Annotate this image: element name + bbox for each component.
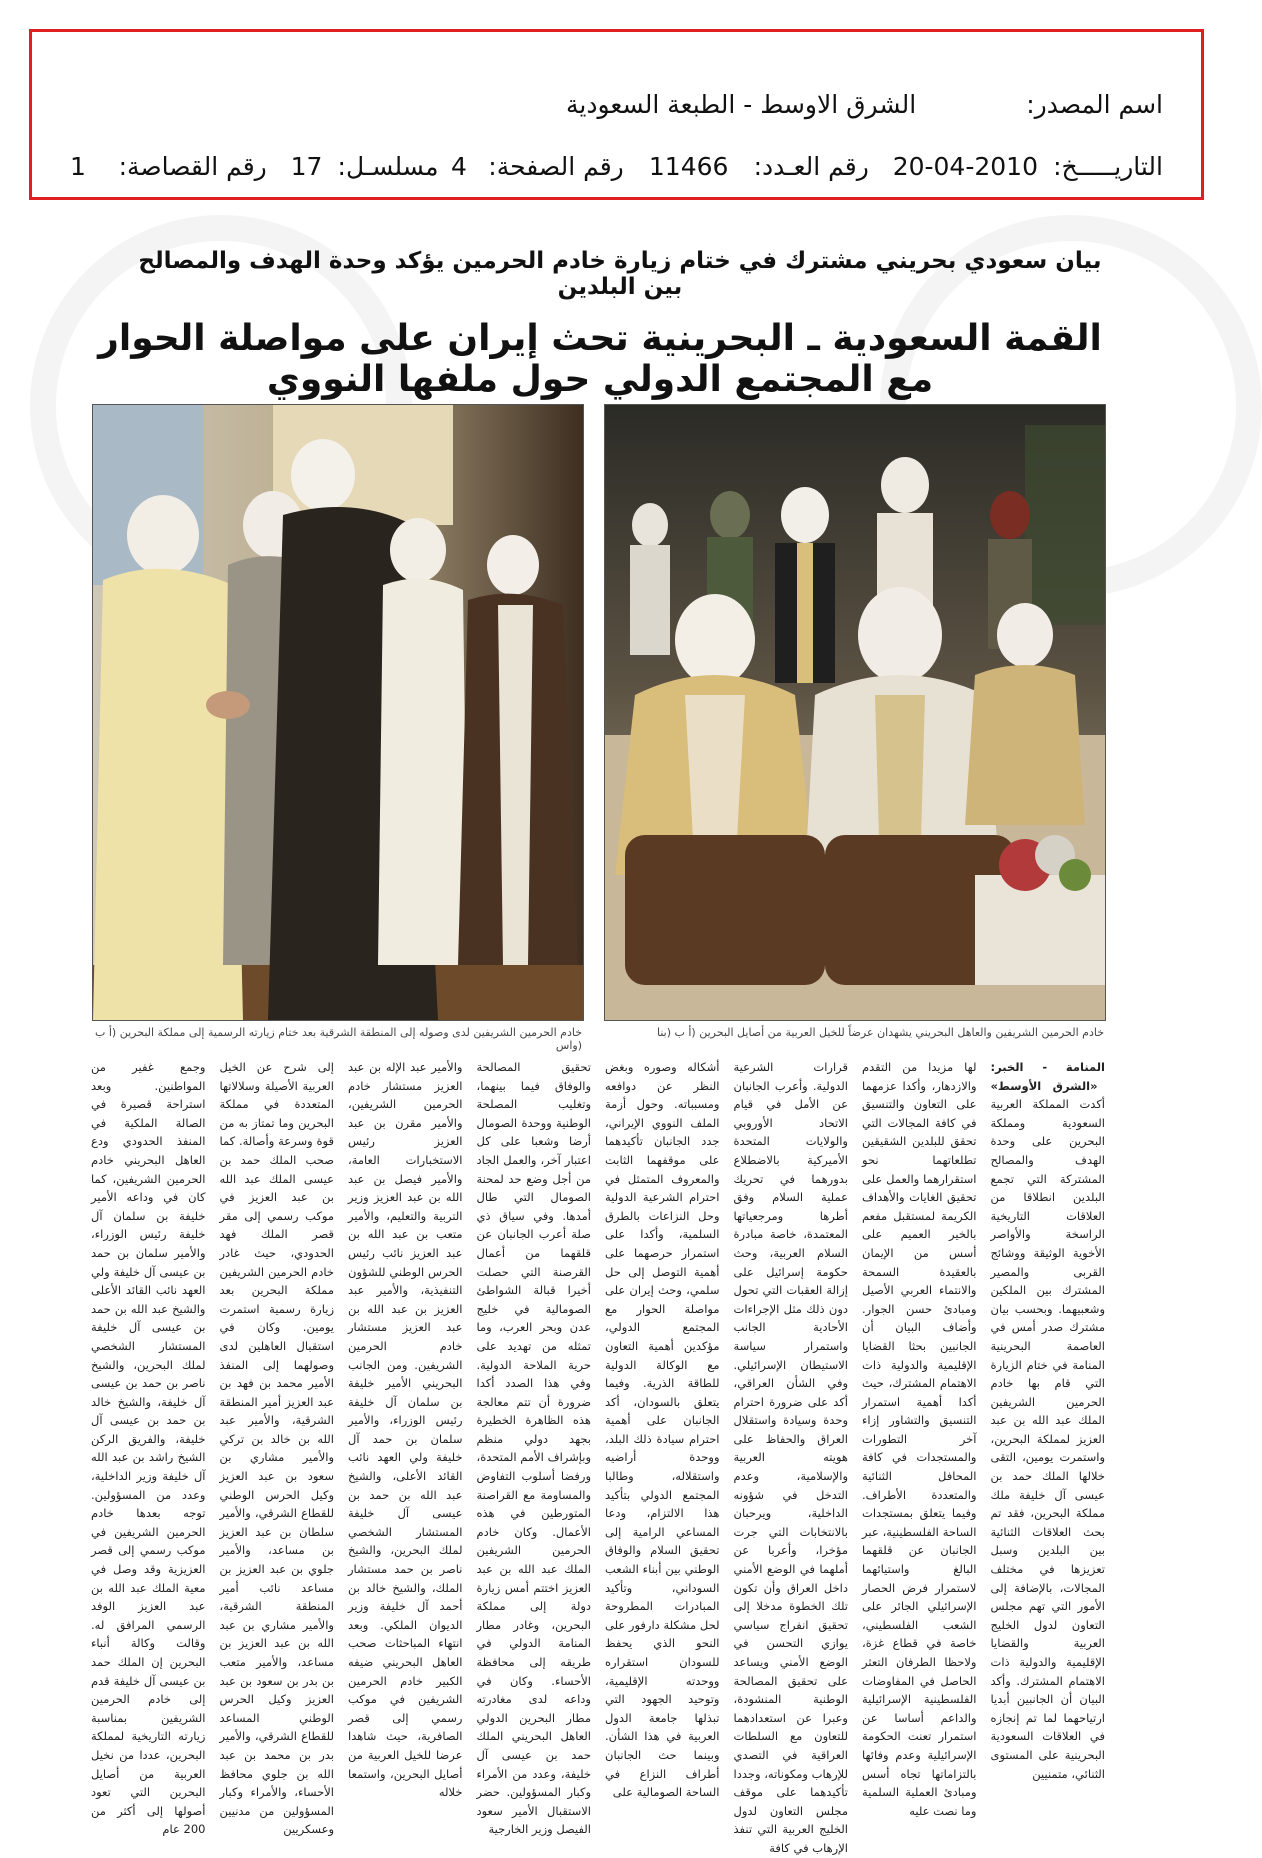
issue-value: 11466 — [648, 151, 729, 181]
article-column-5 — [476, 1058, 592, 1837]
serial-label: مسلسـل: — [337, 151, 439, 181]
article-column-text: قرارات الشرعية الدولية. وأعرب الجانبان عن الأمل في قيام الاتحاد الأوروبي والولايات المتحدة الأميركية بالاضطلاع بدورهما في تحريك عملية السلام وفق أطرها ومرجعياتها المعتمدة، خاصة مبادرة السلام العربية، وحث حكومة إسرائيل على إزالة العقبات التي تحول دون ذلك مثل الإجراءات الأحادية الجانب واستمرار سياسة الاستيطان الإسرائيلي. وفي الشأن العراقي، أكد على ضرورة احترام وحدة وسيادة واستقلال العراق والحفاظ على هويته العربية والإسلامية، وعدم التدخل في شؤونه الداخلية، ويرحبان بالانتخابات التي جرت مؤخرا، وأعربا عن أملهما في الوضع الأمني داخل العراق وأن تكون تلك الخطوة مدخلا إلى تحقيق انفراج سياسي يوازي التحسن في الوضع الأمني ويساعد على تحقيق المصالحة الوطنية المنشودة، وعبرا عن استعدادهما للتعاون مع السلطات العراقية في التصدي للإرهاب ومكوناته، وجددا تأكيدهما على موقف مجلس التعاون لدول الخليج العربية التي تنفذ الإرهاب في كافة — [733, 1060, 848, 1855]
date-label: التاريـــــخ: — [1053, 151, 1163, 181]
page-value: 4 — [451, 151, 467, 181]
article-column-text: أكدت المملكة العربية السعودية ومملكة البحرين على وحدة الهدف والمصالح المشتركة التي تجمع البلدين انطلاقا من العلاقات التاريخية الراسخة والأواصر الأخوية الوثيقة ووشائج القربى والمصير المشترك بين الملكين وشعبيهما. وبحسب بيان مشترك صدر أمس في العاصمة البحرينية المنامة في ختام الزيارة التي قام بها خادم الحرمين الشريفين الملك عبد الله بن عبد العزيز لمملكة البحرين، واستمرت يومين، التقى خلالها الملك حمد بن عيسى آل خليفة ملك مملكة البحرين، فقد تم بحث العلاقات الثنائية بين البلدين وسبل تعزيزها في مختلف المجالات، بالإضافة إلى الأمور التي تهم مجلس التعاون لدول الخليج العربية والقضايا الإقليمية والدولية ذات الاهتمام المشترك. وأكد البيان أن الجانبين أبديا ارتياحهما لما تم إنجازه في العلاقات السعودية البحرينية على المستوى الثنائي، متمنيين — [990, 1097, 1105, 1781]
photo-leaders-seated-image — [605, 405, 1105, 1020]
photo-left-caption: خادم الحرمين الشريفين لدى وصوله إلى المنطقة الشرقية بعد ختام زيارته الرسمية إلى مملكة البحرين (أ ب (واس — [95, 1026, 582, 1052]
article-column-text: لها مزيدا من التقدم والازدهار، وأكدا عزمهما على التعاون والتنسيق في كافة المجالات التي تحقق للبلدين الشقيقين تطلعاتهما نحو استقرارهما والعمل على تحقيق الغايات والأهداف الكريمة لمستقبل مفعم بالخير العميم على أسس من الإيمان بالعقيدة السمحة والانتماء العربي الأصيل ومبادئ حسن الجوار. وأضاف البيان أن الجانبين بحثا القضايا الإقليمية والدولية ذات الاهتمام المشترك، حيث أكدا أهمية استمرار التنسيق والتشاور إزاء آخر التطورات والمستجدات في كافة المحافل الثنائية والمتعددة الأطراف. وفيما يتعلق بمستجدات الساحة الفلسطينية، عبر الجانبان عن قلقهما البالغ واستيائهما لاستمرار فرض الحصار الإسرائيلي الجائر على الشعب الفلسطيني، خاصة في قطاع غزة، ولاحظا الطرفان التعثر الحاصل في المفاوضات الفلسطينية الإسرائيلية والداعم أساسا عن استمرار تعنت الحكومة الإسرائيلية وعدم وفائها بالتزاماتها تجاه أسس ومبادئ العملية السلمية وما نصت عليه — [862, 1060, 977, 1818]
serial-value: 17 — [290, 151, 323, 181]
article-column-3 — [733, 1058, 849, 1855]
article-column-text: أشكاله وصوره وبغض النظر عن دوافعه ومسبباته. وحول أزمة الملف النووي الإيراني، جدد الجانبان تأكيدهما على موقفهما الثابت والمعروف المتمثل في احترام الشرعية الدولية وحل النزاعات بالطرق السلمية، وأكدا على استمرار حرصهما على أهمية التوصل إلى حل سلمي، وحث إيران على مواصلة الحوار مع المجتمع الدولي، مؤكدين أهمية التعاون مع الوكالة الدولية للطاقة الذرية. وفيما يتعلق بالسودان، أكد الجانبان على أهمية احترام سيادة ذلك البلد، ووحدة أراضيه واستقلاله، وطالبا المجتمع الدولي بتأكيد هذا الالتزام، ودعا المساعي الرامية إلى تحقيق السلام والوفاق الوطني بين أبناء الشعب السوداني، وتأكيد المبادرات المطروحة لحل مشكلة دارفور على النحو الذي يحفظ للسودان استقراره ووحدته الإقليمية، وتوحيد الجهود التي تبذلها جامعة الدول العربية في هذا الشأن. وبينما حث الجانبان أطراف النزاع في الساحة الصومالية على — [605, 1060, 720, 1800]
article-dateline: المنامة - الخبر: «الشرق الأوسط» — [990, 1060, 1105, 1093]
article-body — [91, 1058, 1105, 1855]
metadata-row — [70, 144, 1163, 188]
clip-label: رقم القصاصة: — [118, 151, 267, 181]
photo-handshake-arrival-image — [93, 405, 583, 1020]
article-column-4 — [605, 1058, 720, 1800]
article-column-8 — [91, 1058, 206, 1837]
article-column-text: والأمير عبد الإله بن عبد العزيز مستشار خادم الحرمين الشريفين، والأمير مقرن بن عبد العزيز رئيس الاستخبارات العامة، والأمير فيصل بن عبد الله بن عبد العزيز وزير التربية والتعليم، والأمير متعب بن عبد الله بن عبد العزيز نائب رئيس الحرس الوطني للشؤون التنفيذية، والأمير عبد العزيز بن عبد الله بن عبد العزيز مستشار خادم الحرمين الشريفين. ومن الجانب البحريني الأمير خليفة بن سلمان آل خليفة رئيس الوزراء، والأمير سلمان بن حمد آل خليفة ولي العهد نائب القائد الأعلى، والشيخ عبد الله بن حمد بن عيسى آل خليفة المستشار الشخصي لملك البحرين، والشيخ ناصر بن حمد مستشار الملك، والشيخ خالد بن أحمد آل خليفة وزير الديوان الملكي. وبعد انتهاء المباحثات صحب العاهل البحريني ضيفه الكبير خادم الحرمين الشريفين في موكب رسمي إلى قصر الصافرية، حيث شاهدا عرضا للخيل العربية من أصايل البحرين، واستمعا خلاله — [348, 1060, 463, 1800]
photo-leaders-seated — [604, 404, 1106, 1021]
article-headline: القمة السعودية ـ البحرينية تحث إيران على مواصلة الحوار مع المجتمع الدولي حول ملفها النووي — [98, 318, 1102, 400]
photo-handshake-arrival — [92, 404, 584, 1021]
page-label: رقم الصفحة: — [488, 151, 624, 181]
article-subheadline: بيان سعودي بحريني مشترك في ختام زيارة خادم الحرمين يؤكد وحدة الهدف والمصالح بين البلدين — [138, 248, 1102, 300]
clip-value: 1 — [70, 151, 86, 181]
issue-label: رقم العـدد: — [753, 151, 869, 181]
article-column-1 — [990, 1058, 1106, 1781]
article-column-7 — [219, 1058, 335, 1837]
source-row — [70, 82, 1163, 126]
source-label: اسم المصدر: — [1026, 89, 1163, 119]
article-column-2 — [862, 1058, 977, 1818]
article-column-text: وجمع غفير من المواطنين. وبعد استراحة قصيرة في الصالة الملكية في المنفذ الحدودي ودع العاهل البحريني خادم الحرمين الشريفين، كما كان في وداعه الأمير خليفة بن سلمان آل خليفة رئيس الوزراء، والأمير سلمان بن حمد بن عيسى آل خليفة ولي العهد نائب القائد الأعلى والشيخ عبد الله بن حمد بن عيسى آل خليفة المستشار الشخصي لملك البحرين، والشيخ ناصر بن حمد بن عيسى آل خليفة، والشيخ خالد بن حمد بن عيسى آل خليفة، والفريق الركن الشيخ راشد بن عبد الله آل خليفة وزير الداخلية، وعدد من المسؤولين. توجه بعدها خادم الحرمين الشريفين في موكب رسمي إلى قصر العزيزية وقد وصل في معية الملك عبد الله بن عبد العزيز الوفد الرسمي المرافق له. وقالت وكالة أنباء البحرين إن الملك حمد بن عيسى آل خليفة قدم إلى خادم الحرمين الشريفين بمناسبة زيارته التاريخية لمملكة البحرين، عددا من نخيل العربية من أصايل البحرين التي تعود أصولها إلى أكثر من 200 عام — [91, 1060, 206, 1837]
photo-right-caption: خادم الحرمين الشريفين والعاهل البحريني يشهدان عرضاً للخيل العربية من أصايل البحرين (أ ب (بنا — [657, 1026, 1104, 1039]
source-info-box — [29, 29, 1204, 200]
source-value: الشرق الاوسط - الطبعة السعودية — [565, 89, 917, 119]
date-value: 20-04-2010 — [892, 151, 1038, 181]
article-column-text: تحقيق المصالحة والوفاق فيما بينهما، وتغليب المصلحة الوطنية ووحدة الصومال أرضا وشعبا على كل اعتبار آخر، والعمل الجاد من أجل وضع حد لمحنة الصومال التي طال أمدها. وفي سياق ذي صلة أعرب الجانبان عن قلقهما من أعمال القرصنة التي حصلت أخيرا قبالة الشواطئ الصومالية في خليج عدن وبحر العرب، وما تمثله من تهديد على حرية الملاحة الدولية. وفي هذا الصدد أكدا ضرورة أن تتم معالجة هذه الظاهرة الخطيرة بجهد دولي منظم وبإشراف الأمم المتحدة، ورفضا أسلوب التفاوض والمساومة مع القراصنة المتورطين في هذه الأعمال. وكان خادم الحرمين الشريفين الملك عبد الله بن عبد العزيز اختتم أمس زيارة دولة إلى مملكة البحرين، وغادر مطار المنامة الدولي في طريقه إلى محافظة الأحساء. وكان في وداعه لدى مغادرته مطار البحرين الدولي العاهل البحريني الملك حمد بن عيسى آل خليفة، وعدد من الأمراء وكبار المسؤولين. حضر الاستقبال الأمير سعود الفيصل وزير الخارجية — [476, 1060, 591, 1837]
article-column-text: إلى شرح عن الخيل العربية الأصيلة وسلالاتها المتعددة في مملكة البحرين وما تمتاز به من قوة وسرعة وأصالة. كما صحب الملك حمد بن عيسى الملك عبد الله بن عبد العزيز في موكب رسمي إلى مقر قصر الملك فهد الحدودي، حيث غادر خادم الحرمين الشريفين مملكة البحرين بعد زيارة رسمية استمرت يومين. وكان في استقبال العاهلين لدى وصولهما إلى المنفذ الأمير محمد بن فهد بن عبد العزيز أمير المنطقة الشرقية، والأمير عبد الله بن خالد بن تركي والأمير مشاري بن سعود بن عبد العزيز وكيل الحرس الوطني للقطاع الشرقي، والأمير سلطان بن عبد العزيز بن مساعد، والأمير جلوي بن عبد العزيز بن مساعد نائب أمير المنطقة الشرقية، والأمير مشاري بن عبد الله بن عبد العزيز بن مساعد، والأمير متعب بن بدر بن سعود بن عبد العزيز وكيل الحرس الوطني المساعد للقطاع الشرقي، والأمير بدر بن محمد بن عبد الله بن جلوي محافظ الأحساء، والأمراء وكبار المسؤولين من مدنيين وعسكريين — [219, 1060, 334, 1837]
article-column-6 — [348, 1058, 463, 1800]
